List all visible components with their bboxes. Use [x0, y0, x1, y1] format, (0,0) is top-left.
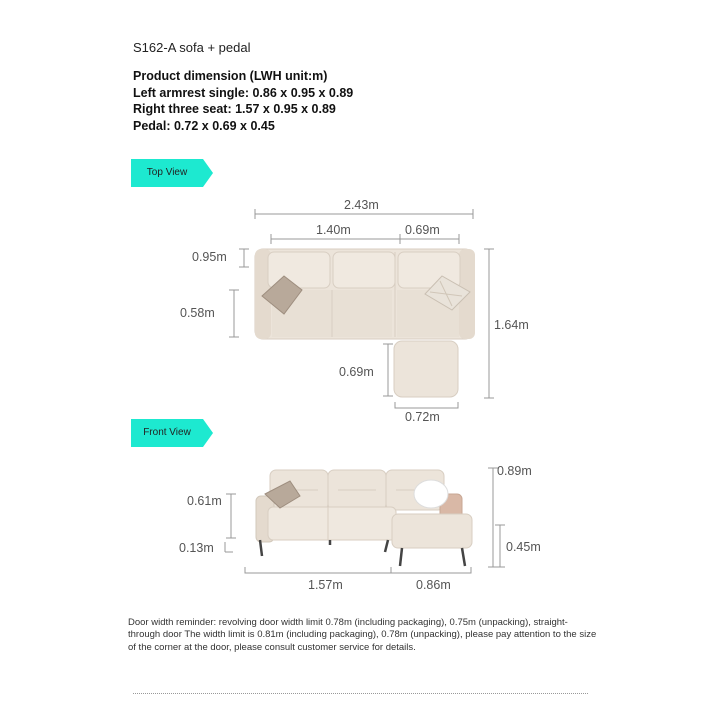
bottom-divider [133, 693, 588, 694]
dim-depth: 0.95m [192, 250, 227, 264]
dim-pedal-depth: 0.69m [339, 365, 374, 379]
spec-right-three-seat: Right three seat: 1.57 x 0.95 x 0.89 [133, 102, 336, 116]
spec-heading: Product dimension (LWH unit:m) [133, 69, 328, 83]
dim-pedal-height: 0.45m [506, 540, 541, 554]
top-view-tag: Top View [131, 159, 213, 187]
dim-three-seat-length: 1.57m [308, 578, 343, 592]
dim-single-length: 0.86m [416, 578, 451, 592]
dim-total-depth: 1.64m [494, 318, 529, 332]
dim-seat-depth: 0.58m [180, 306, 215, 320]
dim-pedal-width: 0.72m [405, 410, 440, 424]
front-view-tag: Front View [131, 419, 213, 447]
front-view-sofa [256, 470, 472, 566]
dim-armrest-width: 0.69m [405, 223, 440, 237]
door-width-note: Door width reminder: revolving door width limit 0.78m (including packaging), 0.75m (unpacking), straight-through door The width limit is 0.81m (including packaging), 0.78m (unpacking), please pay attention to the size of the corner at the door, please consult customer service for details. [128, 617, 597, 653]
spec-pedal: Pedal: 0.72 x 0.69 x 0.45 [133, 118, 275, 133]
dim-back-height: 0.61m [187, 494, 222, 508]
dim-total-height: 0.89m [497, 464, 532, 478]
dim-seat-width: 1.40m [316, 223, 351, 237]
dim-total-width: 2.43m [344, 198, 379, 212]
spec-left-armrest: Left armrest single: 0.86 x 0.95 x 0.89 [133, 85, 354, 100]
product-title: S162-A sofa + pedal [133, 40, 251, 55]
dim-leg-height: 0.13m [179, 541, 214, 555]
